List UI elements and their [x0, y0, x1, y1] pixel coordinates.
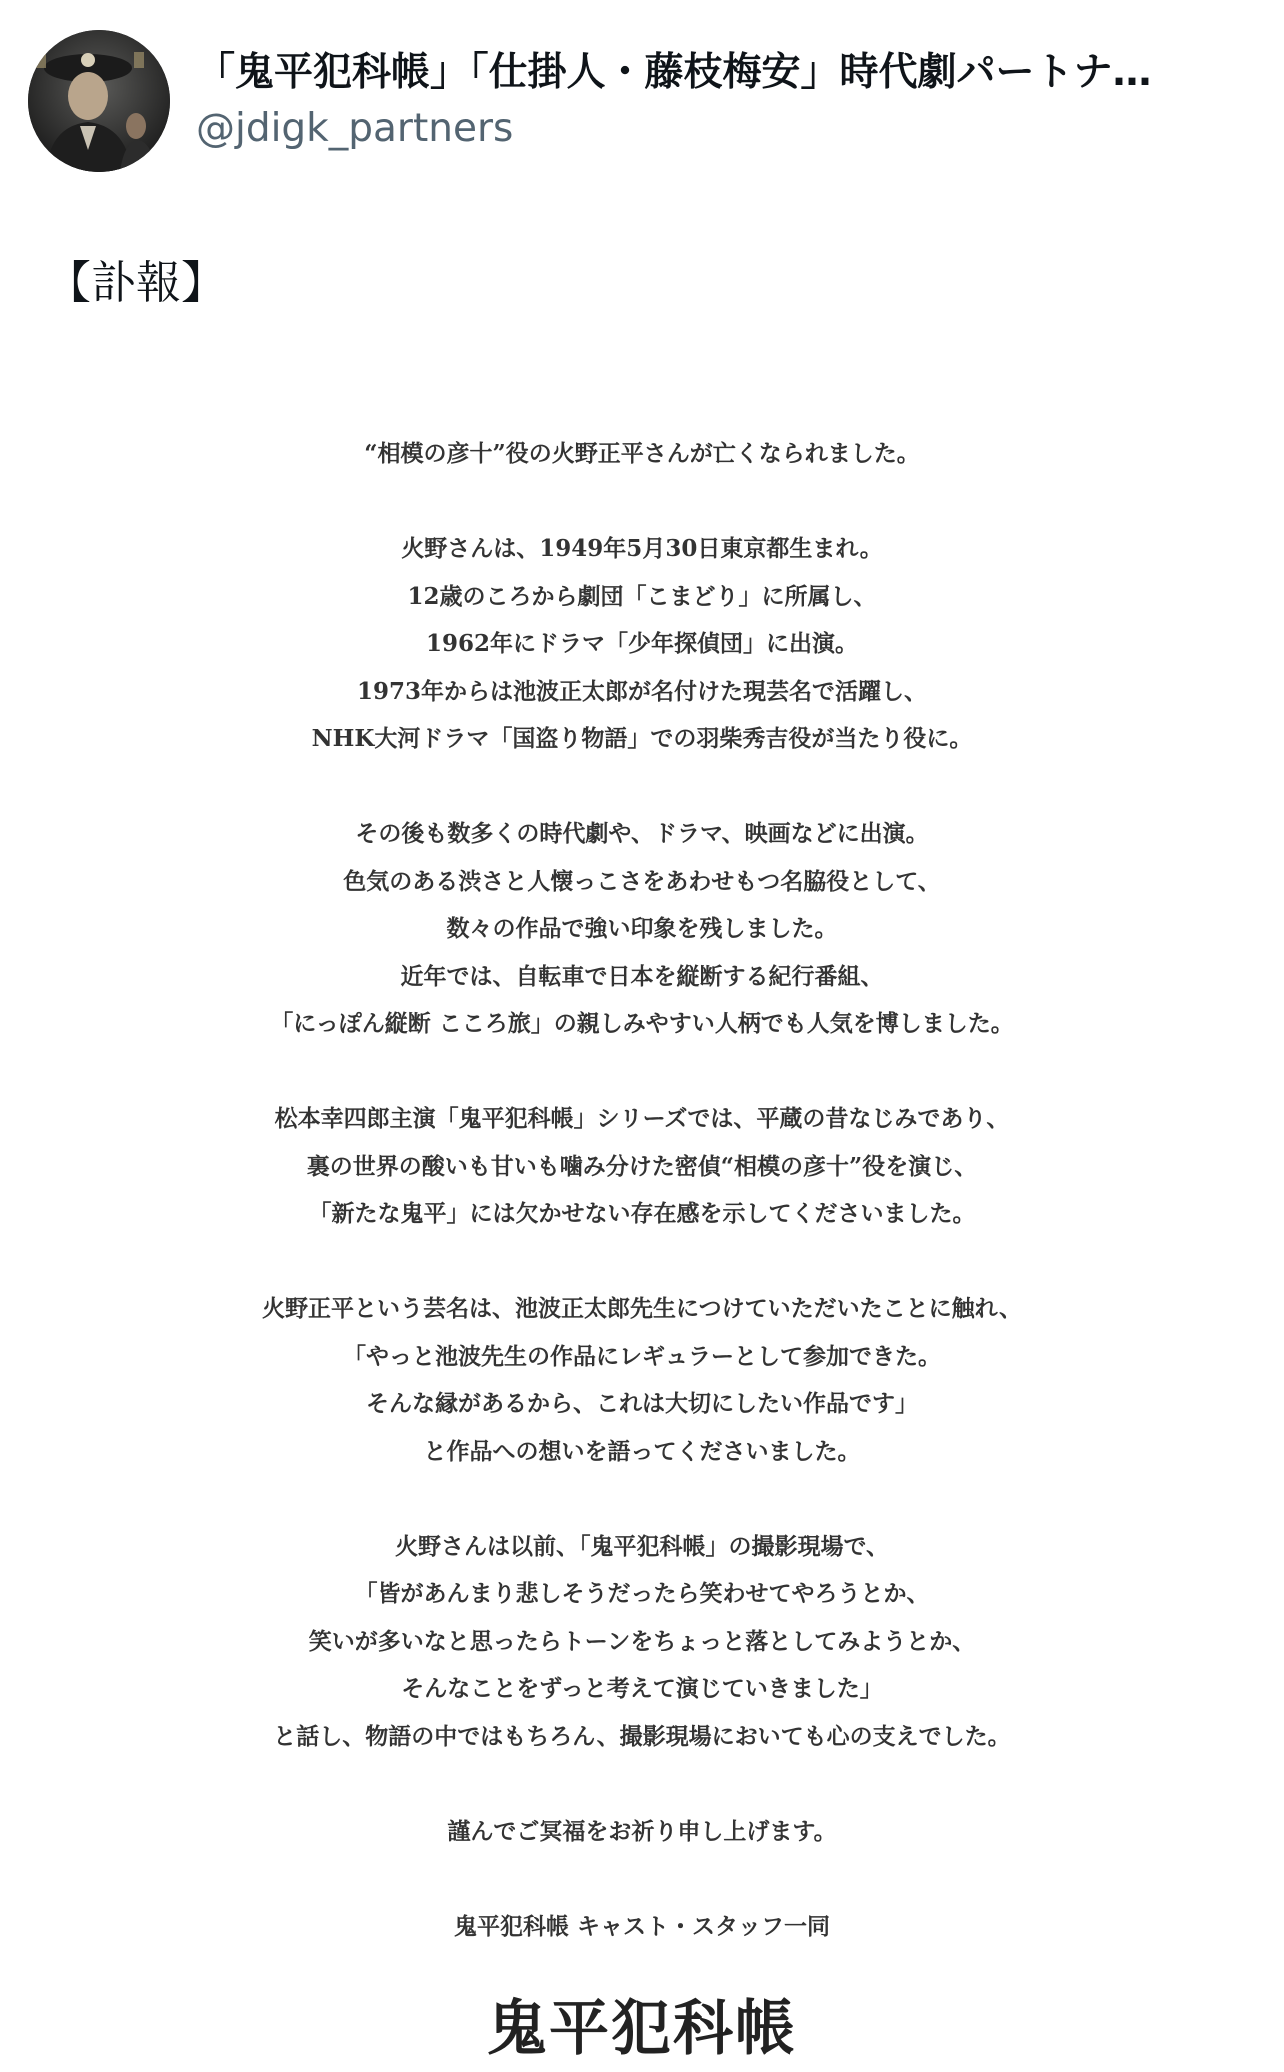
- notice-line: “相模の彦十”役の火野正平さんが亡くなられました。: [364, 440, 920, 467]
- notice-line: 1973年からは池波正太郎が名付けた現芸名で活躍し、: [356, 677, 927, 705]
- paragraph-gap: [0, 763, 1284, 811]
- tweet-header: [28, 28, 1264, 174]
- notice-line: と話し、物語の中ではもちろん、撮影現場においても心の支えでした。: [273, 1722, 1011, 1750]
- notice-line: 近年では、自転車で日本を縦断する紀行番組、: [400, 962, 884, 990]
- notice-line: 「皆があんまり悲しそうだったら笑わせてやろうとか、: [354, 1580, 930, 1607]
- notice-line: 火野さんは以前、「鬼平犯科帳」の撮影現場で、: [394, 1532, 890, 1560]
- tweet-text: 【訃報】: [46, 256, 227, 309]
- notice-line: 色気のある渋さと人懐っこさをあわせもつ名脇役として、: [343, 867, 941, 895]
- account-handle[interactable]: @jdigk_partners: [196, 106, 514, 151]
- notice-signature: 鬼平犯科帳 キャスト・スタッフ一同: [453, 1912, 830, 1940]
- notice-spacer: [0, 1855, 1284, 1903]
- notice-line: 松本幸四郎主演「鬼平犯科帳」シリーズでは、平蔵の昔なじみであり、: [274, 1105, 1010, 1132]
- notice-body: [0, 430, 1284, 1855]
- paragraph-gap: [0, 478, 1284, 526]
- avatar[interactable]: [28, 30, 170, 172]
- notice-line: そんなことをずっと考えて演じていきました」: [401, 1675, 883, 1702]
- notice-line: 12歳のころから劇団「こまどり」に所属し、: [407, 582, 877, 610]
- notice-line: 火野さんは、1949年5月30日東京都生まれ。: [401, 535, 883, 562]
- paragraph-gap: [0, 1048, 1284, 1096]
- notice-line: その後も数多くの時代劇や、ドラマ、映画などに出演。: [355, 820, 929, 847]
- notice-line: と作品への想いを語ってくださいました。: [423, 1437, 861, 1465]
- onihei-logo: 鬼平犯科帳: [487, 1994, 797, 2064]
- account-names: [196, 47, 1264, 155]
- obituary-notice-image[interactable]: [0, 430, 1284, 1950]
- notice-line: そんな縁があるから、これは大切にしたい作品です」: [366, 1390, 918, 1417]
- notice-line: 「新たな鬼平」には欠かせない存在感を示してくださいました。: [308, 1200, 976, 1227]
- notice-line: 火野正平という芸名は、池波正太郎先生につけていただいたことに触れ、: [262, 1295, 1022, 1322]
- notice-line: 数々の作品で強い印象を残しました。: [446, 915, 838, 942]
- portrait-avatar-icon: [28, 30, 170, 172]
- notice-line: 笑いが多いなと思ったらトーンをちょっと落としてみようとか、: [308, 1627, 976, 1655]
- notice-line: 「やっと池波先生の作品にレギュラーとして参加できた。: [343, 1342, 941, 1370]
- paragraph-gap: [0, 1760, 1284, 1808]
- paragraph-gap: [0, 1238, 1284, 1286]
- notice-line: 1962年にドラマ「少年探偵団」に出演。: [425, 630, 858, 657]
- display-name[interactable]: 「鬼平犯科帳」「仕掛人・藤枝梅安」時代劇パートナ…: [196, 50, 1152, 95]
- paragraph-gap: [0, 1475, 1284, 1523]
- notice-line: 裏の世界の酸いも甘いも噛み分けた密偵“相模の彦十”役を演じ、: [306, 1152, 978, 1180]
- notice-line: 「にっぽん縦断 こころ旅」の親しみやすい人柄でも人気を博しました。: [270, 1010, 1014, 1037]
- notice-line: NHK大河ドラマ「国盗り物語」での羽柴秀吉役が当たり役に。: [311, 725, 973, 752]
- notice-line: 謹んでご冥福をお祈り申し上げます。: [447, 1817, 837, 1845]
